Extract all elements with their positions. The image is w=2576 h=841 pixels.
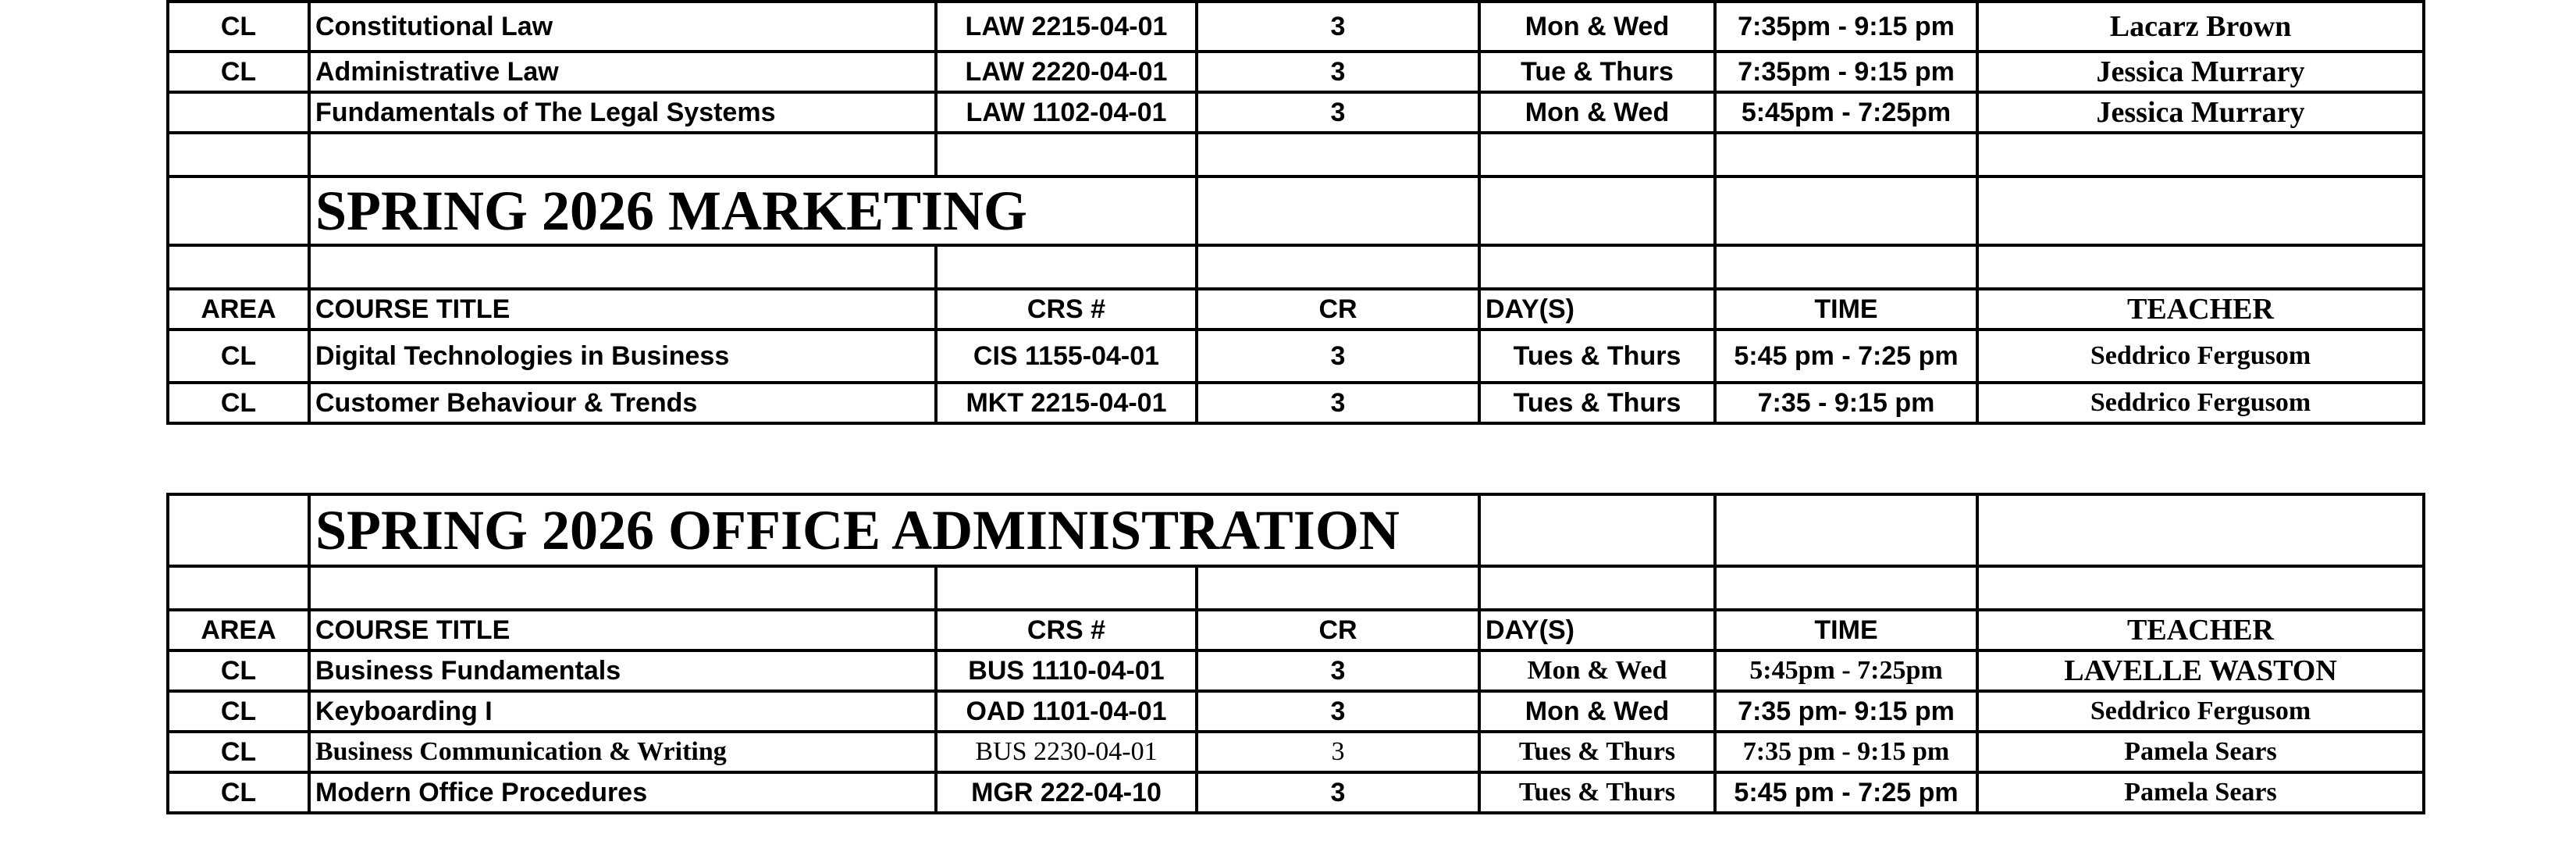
course-number-cell: OAD 1101-04-01 [936,691,1197,732]
empty-row [168,566,2424,610]
area-cell: CL [168,330,309,383]
time-cell: 5:45pm - 7:25pm [1715,650,1977,691]
table-row [168,330,2424,383]
area-cell: CL [168,772,309,813]
area-cell: CL [168,52,309,92]
law-marketing-schedule-table [166,0,2425,425]
table-row [168,650,2424,691]
days-header: DAY(S) [1479,610,1715,650]
credits-cell: 3 [1197,2,1479,52]
area-cell: CL [168,691,309,732]
table-row [168,2,2424,52]
days-cell: Mon & Wed [1479,691,1715,732]
credits-cell: 3 [1197,772,1479,813]
course-title-cell: Modern Office Procedures [309,772,936,813]
area-header: AREA [168,610,309,650]
course-number-cell: CIS 1155-04-01 [936,330,1197,383]
course-number-header: CRS # [936,610,1197,650]
course-title-cell: Constitutional Law [309,2,936,52]
time-header: TIME [1715,289,1977,330]
table-row [168,52,2424,92]
course-title-header: COURSE TITLE [309,289,936,330]
credits-cell: 3 [1197,383,1479,423]
course-number-cell: LAW 2220-04-01 [936,52,1197,92]
office-administration-heading: SPRING 2026 OFFICE ADMINISTRATION [309,494,1479,566]
credits-header: CR [1197,289,1479,330]
table-row [168,772,2424,813]
teacher-cell: Jessica Murrary [1977,52,2424,92]
days-cell: Tues & Thurs [1479,330,1715,383]
course-number-cell: LAW 2215-04-01 [936,2,1197,52]
column-header-row [168,610,2424,650]
time-cell: 7:35 pm - 9:15 pm [1715,732,1977,772]
empty-row [168,245,2424,289]
days-cell: Mon & Wed [1479,92,1715,133]
course-title-header: COURSE TITLE [309,610,936,650]
column-header-row [168,289,2424,330]
credits-header: CR [1197,610,1479,650]
teacher-cell: Lacarz Brown [1977,2,2424,52]
table-row [168,92,2424,133]
credits-cell: 3 [1197,691,1479,732]
time-cell: 7:35pm - 9:15 pm [1715,52,1977,92]
course-title-cell: Keyboarding I [309,691,936,732]
credits-cell: 3 [1197,330,1479,383]
days-header: DAY(S) [1479,289,1715,330]
days-cell: Tue & Thurs [1479,52,1715,92]
time-cell: 5:45pm - 7:25pm [1715,92,1977,133]
course-title-cell: Business Fundamentals [309,650,936,691]
section-heading-row [168,176,2424,245]
credits-cell: 3 [1197,92,1479,133]
area-cell: CL [168,732,309,772]
course-number-cell: LAW 1102-04-01 [936,92,1197,133]
days-cell: Tues & Thurs [1479,772,1715,813]
area-cell: CL [168,2,309,52]
credits-cell: 3 [1197,732,1479,772]
time-header: TIME [1715,610,1977,650]
area-cell: CL [168,383,309,423]
credits-cell: 3 [1197,650,1479,691]
office-administration-schedule-table [166,493,2425,814]
area-cell: CL [168,650,309,691]
teacher-header: TEACHER [1977,289,2424,330]
time-cell: 5:45 pm - 7:25 pm [1715,772,1977,813]
time-cell: 5:45 pm - 7:25 pm [1715,330,1977,383]
course-title-cell: Customer Behaviour & Trends [309,383,936,423]
days-cell: Mon & Wed [1479,650,1715,691]
empty-row [168,133,2424,176]
teacher-header: TEACHER [1977,610,2424,650]
area-cell [168,92,309,133]
teacher-cell: Seddrico Fergusom [1977,330,2424,383]
course-title-cell: Administrative Law [309,52,936,92]
teacher-cell: Seddrico Fergusom [1977,383,2424,423]
course-number-cell: MKT 2215-04-01 [936,383,1197,423]
table-row [168,691,2424,732]
table-row [168,383,2424,423]
course-title-cell: Fundamentals of The Legal Systems [309,92,936,133]
time-cell: 7:35 - 9:15 pm [1715,383,1977,423]
time-cell: 7:35pm - 9:15 pm [1715,2,1977,52]
days-cell: Mon & Wed [1479,2,1715,52]
course-title-cell: Business Communication & Writing [309,732,936,772]
days-cell: Tues & Thurs [1479,732,1715,772]
course-title-cell: Digital Technologies in Business [309,330,936,383]
course-number-header: CRS # [936,289,1197,330]
course-number-cell: MGR 222-04-10 [936,772,1197,813]
course-number-cell: BUS 1110-04-01 [936,650,1197,691]
teacher-cell: Pamela Sears [1977,772,2424,813]
course-number-cell: BUS 2230-04-01 [936,732,1197,772]
teacher-cell: Pamela Sears [1977,732,2424,772]
section-heading-row [168,494,2424,566]
teacher-cell: Jessica Murrary [1977,92,2424,133]
area-header: AREA [168,289,309,330]
marketing-heading: SPRING 2026 MARKETING [309,176,1197,245]
teacher-cell: LAVELLE WASTON [1977,650,2424,691]
days-cell: Tues & Thurs [1479,383,1715,423]
time-cell: 7:35 pm- 9:15 pm [1715,691,1977,732]
credits-cell: 3 [1197,52,1479,92]
table-row [168,732,2424,772]
teacher-cell: Seddrico Fergusom [1977,691,2424,732]
